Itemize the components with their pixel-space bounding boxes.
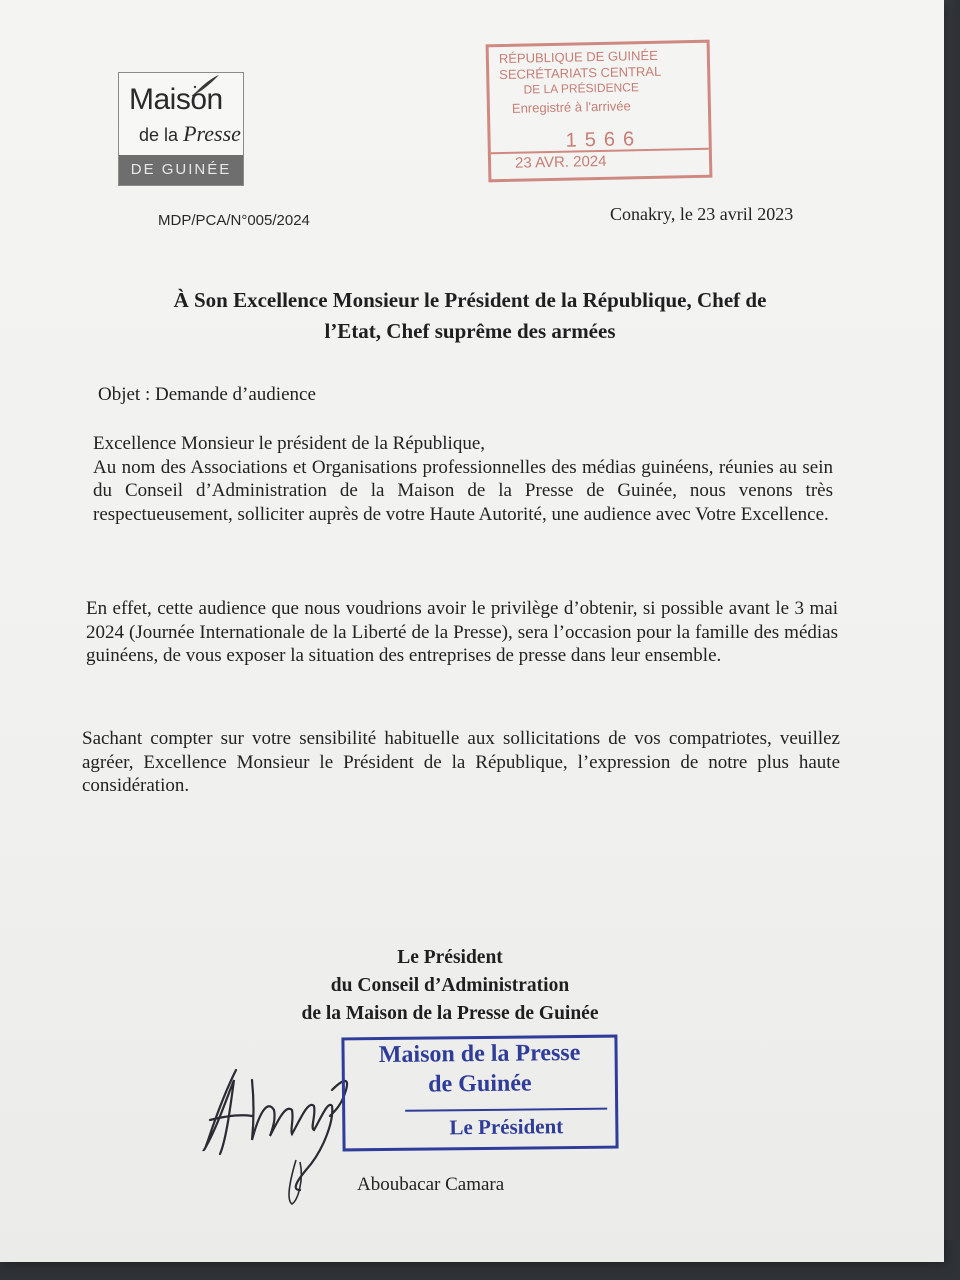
logo-guinee-band: DE GUINÉE <box>119 155 243 185</box>
body-paragraph-1 <box>93 432 833 526</box>
official-stamp <box>341 1035 618 1152</box>
signatory-line-2: du Conseil d’Administration <box>330 975 570 996</box>
stamp-date: 23 AVR. 2024 <box>514 152 607 172</box>
stamp-line-enregistre: Enregistré à l'arrivée <box>511 98 631 116</box>
official-stamp-line-2: de Guinée <box>428 1070 532 1098</box>
recipient-line-2: l’Etat, Chef suprême des armées <box>324 319 616 343</box>
signatory-line-1: Le Président <box>397 947 503 968</box>
logo-maison-text: Maison <box>129 83 223 116</box>
closing-paragraph: Sachant compter sur votre sensibilité habituelle aux sollicitations de vos compatriotes, veuillez agréer, Excellence Monsieur le Président de la République, l’expression de notre plus haute considération. <box>82 728 840 796</box>
stamp-registration-number: 1566 <box>565 128 643 152</box>
signatory-line-3: de la Maison de la Presse de Guinée <box>301 1003 599 1024</box>
reception-stamp <box>486 40 713 183</box>
signer-name: Aboubacar Camara <box>357 1174 505 1195</box>
stamp-line-presidence: DE LA PRÉSIDENCE <box>523 80 640 97</box>
official-stamp-line-3: Le Président <box>449 1114 564 1140</box>
recipient-heading <box>90 285 850 347</box>
reference-number: MDP/PCA/N°005/2024 <box>158 212 310 229</box>
signatory-title <box>250 944 650 1028</box>
logo-presse-script: Presse <box>183 121 241 146</box>
subject-line: Objet : Demande d’audience <box>98 384 316 405</box>
official-stamp-line-1: Maison de la Presse <box>378 1039 581 1069</box>
greeting: Excellence Monsieur le président de la République, <box>93 433 486 454</box>
maison-presse-logo <box>118 72 244 186</box>
stamp-line-republique: RÉPUBLIQUE DE GUINÉE <box>498 47 658 67</box>
logo-de-la-presse <box>139 121 241 147</box>
official-stamp-divider <box>405 1108 607 1112</box>
stamp-line-secretariat: SECRÉTARIATS CENTRAL <box>499 63 662 83</box>
place-and-date: Conakry, le 23 avril 2023 <box>610 204 794 224</box>
recipient-line-1: À Son Excellence Monsieur le Président de la République, Chef de <box>173 288 767 312</box>
logo-de-la-text: de la <box>139 125 179 145</box>
paragraph-1-text: Au nom des Associations et Organisations professionnelles des médias guinéens, réunies au sein du Conseil d’Administration de la Maison de la Presse de Guinée, nous venons très respectueusement, solliciter auprès de votre Haute Autorité, une audience avec Votre Excellence. <box>93 456 833 525</box>
body-paragraph-2: En effet, cette audience que nous voudrions avoir le privilège d’obtenir, si possible avant le 3 mai 2024 (Journée Internationale de la Liberté de la Presse), sera l’occasion pour la famille des médias guinéens, de vous exposer la situation des entreprises de presse dans leur ensemble. <box>86 598 838 666</box>
